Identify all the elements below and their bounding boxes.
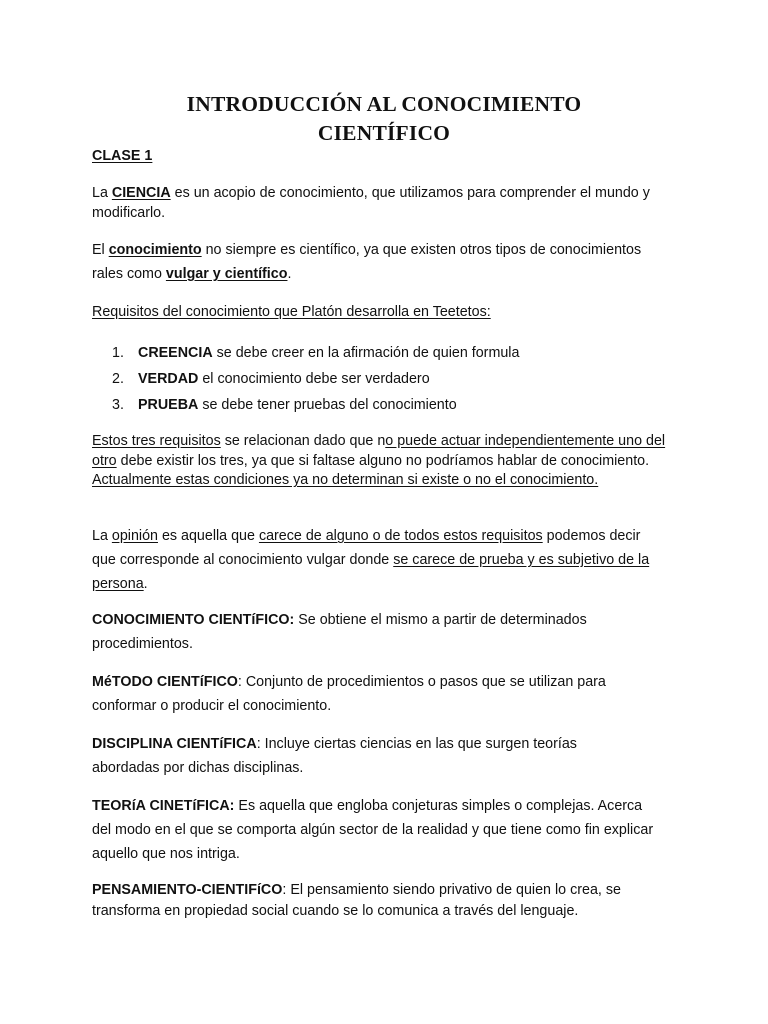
title-line-1: INTRODUCCIÓN AL CONOCIMIENTO [186,92,582,116]
definition-term: CONOCIMIENTO CIENTíFICO: [92,612,295,628]
section-heading [92,147,682,167]
definition-term: TEORíA CINETíFICA: [92,798,235,814]
definition-teoria-cientifica [92,794,662,866]
list-text: se debe creer en la afirmación de quien formula [212,345,520,361]
definition-pensamiento-cientifico [92,880,672,922]
list-text: se debe tener pruebas del conocimiento [198,397,457,413]
text-run: La [92,528,112,544]
definition-text: Es aquella que engloba conjeturas simples o complejas. Acerca del modo en el que se comporta algún sector de la realidad y que tiene como fin explicar aquello que nos intriga. [92,798,654,862]
list-number: 3. [112,397,124,413]
definition-disciplina-cientifica [92,732,632,780]
definition-term: DISCIPLINA CIENTíFICA [92,736,257,752]
definition-conocimiento-cientifico [92,608,652,656]
text-run: . [143,576,148,592]
list-item [112,343,672,363]
text-run: es un acopio de conocimiento, que utilizamos para comprender el mundo y modificarlo. [92,185,650,221]
text-run: . [287,266,292,282]
definition-text: : El pensamiento siendo privativo de quien lo crea, se transforma en propiedad social cuando se lo comunica a través del lenguaje. [92,882,621,919]
clase-label: CLASE 1 [92,148,153,164]
text-run: Actualmente estas condiciones ya no determinan si existe o no el conocimiento. [92,472,599,488]
list-term: CREENCIA [138,345,213,361]
text-run: se carece de prueba y es subjetivo de la persona [92,552,650,592]
text-run: o puede actuar independientemente uno del otro [92,433,666,469]
text-run: La [92,185,112,201]
paragraph-conocimiento [92,238,652,286]
term-opinion: opinión [111,528,158,544]
text-run: carece de alguno o de todos estos requisitos [258,528,543,544]
list-item [112,369,672,389]
paragraph-ciencia [92,184,682,223]
document-title [80,90,688,148]
text-run: es aquella que [157,528,259,544]
definition-term: MéTODO CIENTíFICO [92,674,238,690]
paragraph-requisitos [92,432,672,491]
list-number: 1. [112,345,124,361]
list-item [112,395,672,415]
definition-metodo-cientifico [92,670,672,718]
list-number: 2. [112,371,124,387]
term-conocimiento: conocimiento [108,242,202,258]
text-run: se relacionan dado que n [220,433,386,449]
definition-term: PENSAMIENTO-CIENTIFíCO [92,882,283,898]
text-run: El [92,242,109,258]
definition-text: Se obtiene el mismo a partir de determinados procedimientos. [92,612,587,652]
term-ciencia: CIENCIA [111,185,171,201]
definition-text: : Conjunto de procedimientos o pasos que se utilizan para conformar o producir el conocimiento. [92,674,606,714]
title-line-2: CIENTÍFICO [317,121,451,145]
requisitos-heading [92,303,682,323]
text-run: debe existir los tres, ya que si faltase alguno no podríamos hablar de conocimiento. [116,452,650,469]
text-run: Estos tres requisitos [92,433,221,449]
list-term: PRUEBA [138,397,199,413]
list-text: el conocimiento debe ser verdadero [198,371,430,387]
paragraph-opinion [92,524,667,596]
text-run: no siempre es científico, ya que existen otros tipos de conocimientos rales como [92,242,642,282]
term-vulgar-cientifico: vulgar y científico [165,266,288,282]
requisitos-heading-text: Requisitos del conocimiento que Platón desarrolla en Teetetos: [92,304,491,320]
list-term: VERDAD [138,371,199,387]
definition-text: : Incluye ciertas ciencias en las que surgen teorías abordadas por dichas disciplinas. [92,736,577,776]
text-run: podemos decir que corresponde al conocimiento vulgar donde [92,528,641,568]
